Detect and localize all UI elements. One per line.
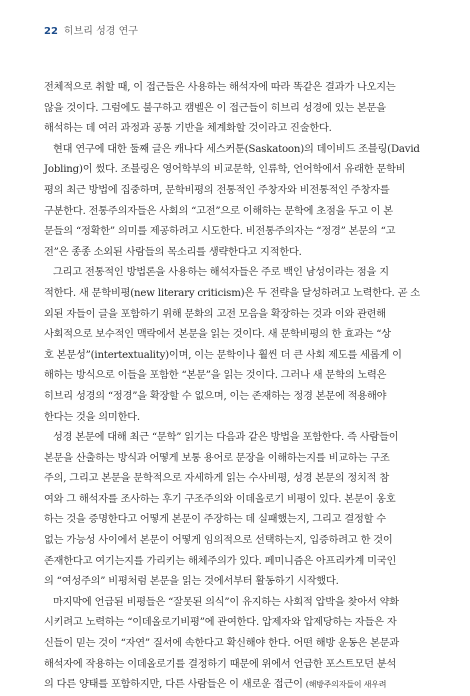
text-line: 평의 최근 방법에 집중하며, 문학비평의 전통적인 주창자와 비전통적인 주창자를 [44, 184, 390, 196]
text-line: 해석자에 작용하는 이데올로기를 결정하기 때문에 위에서 언급한 포스트모던 분석 [44, 658, 397, 670]
text-line: 시키려고 노력하는 “이데올로기비평”에 관여한다. 압제자와 압제당하는 자들은 자 [44, 617, 397, 629]
text-line: 전체적으로 취할 때, 이 접근들은 사용하는 해석자에 따라 똑같은 결과가 나오지는 [44, 82, 396, 93]
text-line: 성경 본문에 대해 최근 “문학” 읽기는 다음과 같은 방법을 포함한다. 즉 사람들이 [53, 432, 399, 444]
text-line: 주의, 그리고 본문을 문학적으로 자세하게 읽는 수사비평, 성경 본문의 정치적 참 [44, 473, 389, 485]
text-line: 없는 가능성 사이에서 본문이 어떻게 임의적으로 선택하는지, 입증하려고 한 것이 [44, 535, 393, 547]
parenthetical-note: (해방주의자들이 새우려 [305, 680, 387, 690]
text-line: 하는 것을 증명한다고 어떻게 본문이 주장하는 데 실패했는지, 그리고 결정할 수 [44, 514, 386, 526]
text-line: Jobling)이 썼다. 조블링은 영어학부의 비교문학, 인류학, 언어학에서 유래한 문학비 [44, 164, 406, 176]
text-line: 전”은 종종 소외된 사람들의 목소리를 생략한다고 지적한다. [44, 246, 302, 258]
text-line: 않을 것이다. 그럼에도 불구하고 캠벨은 이 접근들이 히브리 성경에 있는 본문을 [44, 102, 386, 114]
text-line: 의 “여성주의” 비평처럼 본문을 읽는 것에서부터 활동하기 시작했다. [44, 576, 339, 588]
running-header [44, 22, 138, 37]
last-text-line [44, 675, 430, 696]
text-line: 현대 연구에 대한 둘째 글은 캐나다 세스커툰(Saskatoon)의 데이비드 조블링(David [53, 143, 420, 155]
text-line: 사회적으로 보수적인 맥락에서 본문을 읽는 것이다. 새 문학비평의 한 효과는 “상 [44, 329, 391, 341]
text-line: 한다는 것을 의미한다. [44, 411, 140, 423]
text-line: 문들의 “정확한” 의미를 제공하려고 시도한다. 비전통주의자는 “정경” 본문의 “고 [44, 226, 396, 238]
text-line-content: 의 다른 양태를 포함하지만, 다른 사람들은 이 새로운 접근이 [44, 679, 303, 691]
text-line: 구분한다. 전통주의자들은 사회의 “고전”으로 이해하는 문학에 초점을 두고 이 본 [44, 205, 393, 217]
running-title: 히브리 성경 연구 [63, 26, 138, 37]
body-text [44, 78, 430, 696]
text-line: 적한다. 새 문학비평(new literary criticism)은 두 전략을 달성하려고 노력한다. 곧 소 [44, 287, 420, 299]
text-line: 여와 그 해석자를 조사하는 후기 구조주의와 이데올로기 비평이 있다. 본문이 옹호 [44, 493, 396, 505]
text-line: 히브리 성경의 “정경”을 확장할 수 없으며, 이는 존재하는 정경 본문에 적용해야 [44, 390, 387, 402]
text-line: 존재한다고 여기는지를 가리키는 해체주의가 있다. 페미니즘은 아프리카계 미국인 [44, 555, 397, 567]
text-line: 그리고 전통적인 방법론을 사용하는 해석자들은 주로 백인 남성이라는 점을 지 [53, 267, 389, 279]
text-line: 마지막에 언급된 비평들은 “잘못된 의식”이 유지하는 사회적 압박을 찾아서 약화 [53, 596, 399, 608]
text-line: 해석하는 데 여러 과정과 공통 기반을 체계화할 것이라고 진술한다. [44, 123, 332, 135]
page-number: 22 [44, 26, 58, 37]
text-line: 호 본문성”(intertextuality)이며, 이는 문학이나 훨씬 더 큰 사회 제도를 세롭게 이 [44, 349, 402, 361]
text-line: 해하는 방식으로 이들을 포함한 “본문”을 읽는 것이다. 그러나 새 문학의 노력은 [44, 370, 387, 382]
text-line: 신들이 믿는 것이 “자연” 질서에 속한다고 확신해야 한다. 어떤 해방 운동은 본문과 [44, 638, 399, 650]
text-line: 외된 자들이 글을 포함하기 위해 문화의 고전 모음을 확장하는 것과 이와 관련해 [44, 308, 386, 320]
text-line: 본문을 산출하는 방식과 어떻게 보통 용어로 문장을 이해하는지를 비교하는 구조 [44, 452, 390, 464]
